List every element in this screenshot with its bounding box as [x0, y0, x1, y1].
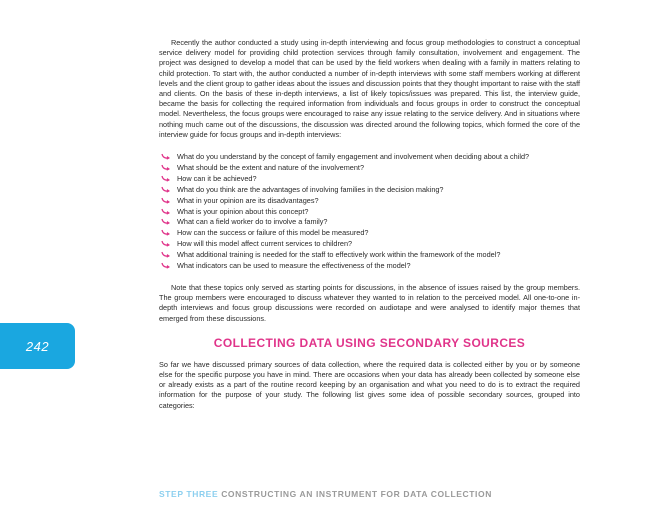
list-item: [159, 196, 580, 207]
bullet-arrow-icon: [161, 262, 171, 270]
list-item: [159, 163, 580, 174]
topic-list: [159, 152, 580, 272]
topic-text: What should be the extent and nature of the involvement?: [177, 162, 365, 172]
topic-text: How can it be achieved?: [177, 173, 257, 183]
footer-title: CONSTRUCTING AN INSTRUMENT FOR DATA COLLECTION: [221, 489, 492, 499]
page-content: [159, 38, 580, 411]
topic-text: What can a field worker do to involve a family?: [177, 217, 328, 227]
list-item: [159, 152, 580, 163]
bullet-arrow-icon: [161, 218, 171, 226]
running-footer: [159, 489, 492, 499]
list-item: [159, 261, 580, 272]
note-paragraph: Note that these topics only served as starting points for discussions, in the absence of issues raised by the group members. The group members were encouraged to discuss whatever they wanted to in relation to the perceived model. All one-to-one in-depth interviews and focus group discussions were recorded on audiotape and were analysed to identify major themes that emerged from these discussions.: [159, 283, 580, 323]
intro-paragraph: Recently the author conducted a study using in-depth interviewing and focus group methodologies to construct a conceptual service delivery model for providing child protection services through family consultation, involvement and engagement. The project was designed to develop a model that can be used by the field workers when dealing with a family in matters relating to child protection. To start with, the author conducted a number of in-depth interviews with some staff members working at different levels and the client group to gather ideas about the issues and discussion points that they thought important to raise with the staff and clients. On the basis of these in-depth interviews, a list of likely topics/issues was prepared. This list, the interview guide, became the basis for collecting the required information from individuals and focus groups in order to construct the conceptual model. Nevertheless, the focus groups were encouraged to raise any issue relating to the service delivery. And in situations where nothing much came out of the discussions, the discussion was directed around the following topics, which formed the core of the interview guide for focus groups and in-depth interviews:: [159, 38, 580, 139]
topic-text: What do you understand by the concept of family engagement and involvement when deciding about a child?: [177, 152, 530, 162]
section-paragraph: So far we have discussed primary sources of data collection, where the required data is collected either by you or by someone else for the specific purpose you have in mind. There are occasions when your data has already been collected by someone else or already exists as a part of the routine record keeping by an organisation and what you need to do is to extract the required information for the purpose of your study. The following list gives some idea of possible secondary sources, grouped into categories:: [159, 359, 580, 410]
bullet-arrow-icon: [161, 197, 171, 205]
list-item: [159, 228, 580, 239]
list-item: [159, 239, 580, 250]
bullet-arrow-icon: [161, 164, 171, 172]
section-heading: COLLECTING DATA USING SECONDARY SOURCES: [213, 335, 526, 350]
topic-text: What do you think are the advantages of involving families in the decision making?: [177, 184, 444, 194]
page-number-tab: [0, 323, 75, 369]
topic-text: How can the success or failure of this model be measured?: [177, 228, 369, 238]
page-number: 242: [25, 338, 50, 354]
list-item: [159, 185, 580, 196]
list-item: [159, 207, 580, 218]
list-item: [159, 250, 580, 261]
footer-step: STEP THREE: [159, 489, 219, 499]
bullet-arrow-icon: [161, 229, 171, 237]
topic-text: How will this model affect current services to children?: [177, 239, 353, 249]
bullet-arrow-icon: [161, 175, 171, 183]
topic-text: What indicators can be used to measure the effectiveness of the model?: [177, 261, 411, 271]
topic-text: What in your opinion are its disadvantages?: [177, 195, 319, 205]
bullet-arrow-icon: [161, 208, 171, 216]
bullet-arrow-icon: [161, 240, 171, 248]
bullet-arrow-icon: [161, 186, 171, 194]
bullet-arrow-icon: [161, 153, 171, 161]
bullet-arrow-icon: [161, 251, 171, 259]
list-item: [159, 217, 580, 228]
topic-text: What additional training is needed for the staff to effectively work within the framework of the model?: [177, 250, 501, 260]
topic-text: What is your opinion about this concept?: [177, 206, 309, 216]
list-item: [159, 174, 580, 185]
